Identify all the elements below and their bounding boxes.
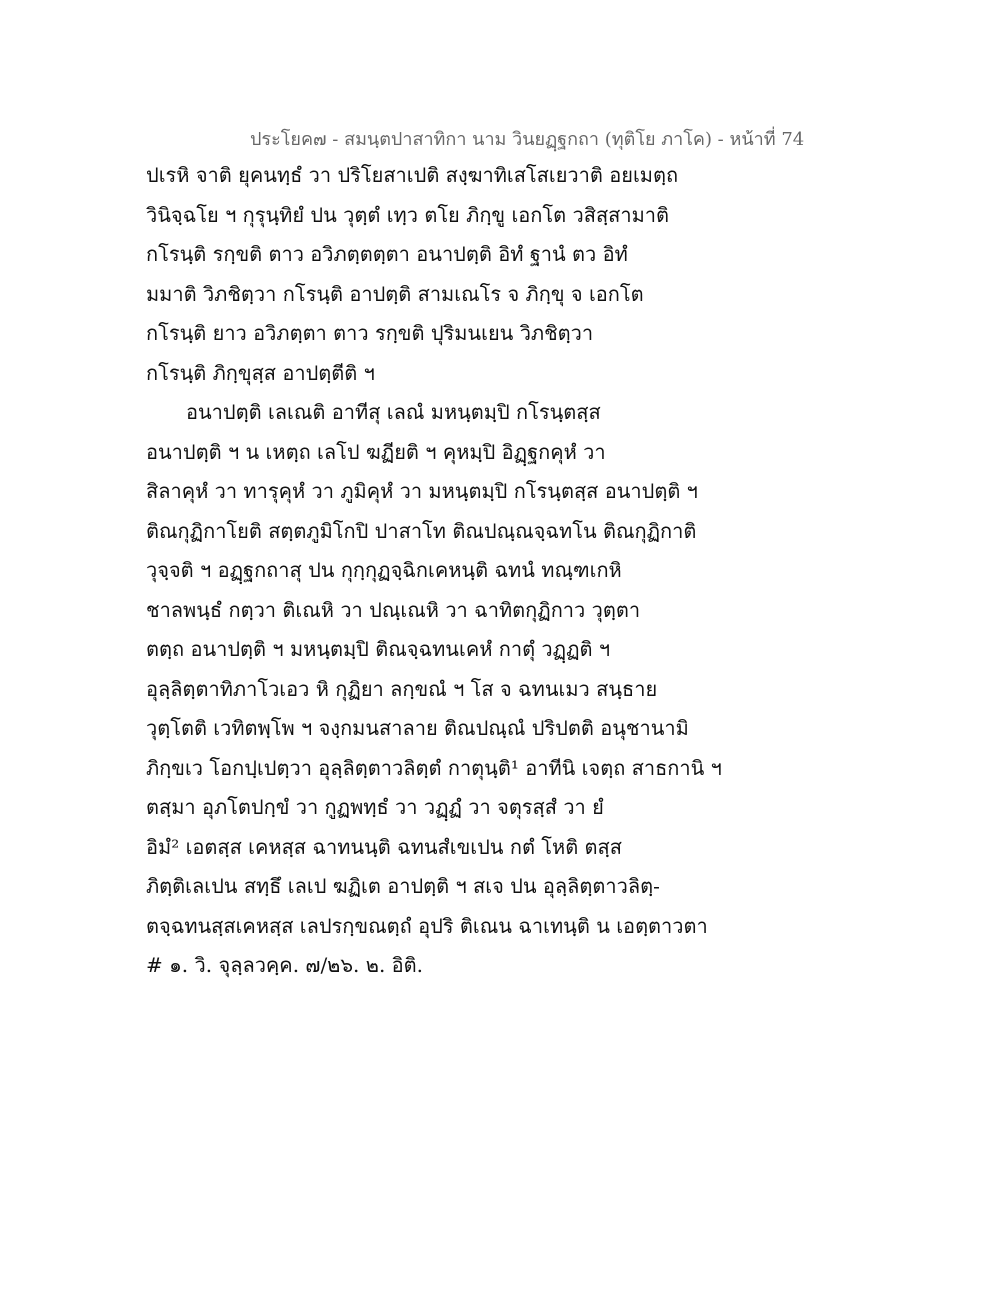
text-line: กโรนฺติ ภิกฺขุสฺส อาปตฺตีติ ฯ: [146, 360, 375, 385]
text-line: ภิตฺติเลเปน สทฺธึ เลเป ฆฏิเต อาปตฺติ ฯ สเจ ปน อุลฺลิตฺตาวลิตฺ-: [146, 874, 660, 898]
text-line: อนาปตฺติ ฯ น เหตฺถ เลโป ฆฏียติ ฯ คุหมฺปิ อิฏฺฐกคุหํ วา: [146, 439, 606, 464]
paragraph-start-line: อนาปตฺติ เลเณติ อาทีสุ เลณํ มหนฺตมฺปิ กโรนฺตสฺส: [186, 400, 601, 424]
text-line: อุลฺลิตฺตาทิภาโวเอว หิ กุฏิยา ลกฺขณํ ฯ โส จ ฉทนเมว สนฺธาย: [146, 676, 658, 701]
body-text: [146, 156, 746, 986]
footnote: # ๑. วิ. จุลฺลวคฺค. ๗/๒๖. ๒. อิติ.: [146, 953, 424, 977]
text-line: วินิจฺฉโย ฯ กุรุนฺทิยํ ปน วุตฺตํ เทฺว ตโย ภิกฺขู เอกโต วสิสฺสามาติ: [146, 202, 669, 227]
text-line: ชาลพนฺธํ กตฺวา ติเณหิ วา ปณฺเณหิ วา ฉาทิตกุฏิกาว วุตฺตา: [146, 597, 641, 622]
text-line: ตสฺมา อุภโตปกฺขํ วา กูฏพทฺธํ วา วฏฺฏํ วา จตุรสฺสํ วา ยํ: [146, 795, 604, 819]
text-line: ตจฺฉทนสฺสเคหสฺส เลปรกฺขณตฺถํ อุปริ ติเณน ฉาเทนฺติ น เอตฺตาวตา: [146, 913, 708, 938]
text-line: ตตฺถ อนาปตฺติ ฯ มหนฺตมฺปิ ติณจฺฉทนเคหํ กาตุํ วฏฺฏติ ฯ: [146, 637, 611, 661]
text-line: อิมํ² เอตสฺส เคหสฺส ฉาทนนฺติ ฉทนสํเขเปน กตํ โหติ ตสฺส: [146, 834, 622, 859]
text-line: กโรนฺติ ยาว อวิภตฺตา ตาว รกฺขติ ปุริมนเยน วิภชิตฺวา: [146, 321, 594, 345]
text-line: วุตฺโตติ เวทิตพฺโพ ฯ จงฺกมนสาลาย ติณปณฺณํ ปริปตติ อนุชานามิ: [146, 716, 689, 740]
text-line: ติณกุฏิกาโยติ สตฺตภูมิโกปิ ปาสาโท ติณปณฺณจฺฉทโน ติณกุฏิกาติ: [146, 518, 697, 543]
text-line: สิลาคุหํ วา ทารุคุหํ วา ภูมิคุหํ วา มหนฺตมฺปิ กโรนฺตสฺส อนาปตฺติ ฯ: [146, 479, 698, 503]
text-line: กโรนฺติ รกฺขติ ตาว อวิภตฺตตฺตา อนาปตฺติ อิทํ ฐานํ ตว อิทํ: [146, 242, 628, 266]
page-header: ประโยค๗ - สมนฺตปาสาทิกา นาม วินยฏฺฐกถา (ทุติโย ภาโค) - หน้าที่ 74: [250, 129, 805, 150]
text-line: วุจฺจติ ฯ อฏฺฐกถาสุ ปน กุกฺกุฏจฺฉิกเคหนฺติ ฉทนํ ทณฺฑเกหิ: [146, 558, 622, 582]
text-line: ภิกฺขเว โอกปฺเปตฺวา อุลฺลิตฺตาวลิตฺตํ กาตุนฺติ¹ อาทีนิ เจตฺถ สาธกานิ ฯ: [146, 755, 722, 780]
text-line: มมาติ วิภชิตฺวา กโรนฺติ อาปตฺติ สามเณโร จ ภิกฺขุ จ เอกโต: [146, 281, 644, 306]
text-line: ปเรหิ จาติ ยุคนทฺธํ วา ปริโยสาเปติ สงฺฆาทิเสโสเยวาติ อยเมตฺถ: [146, 163, 679, 187]
